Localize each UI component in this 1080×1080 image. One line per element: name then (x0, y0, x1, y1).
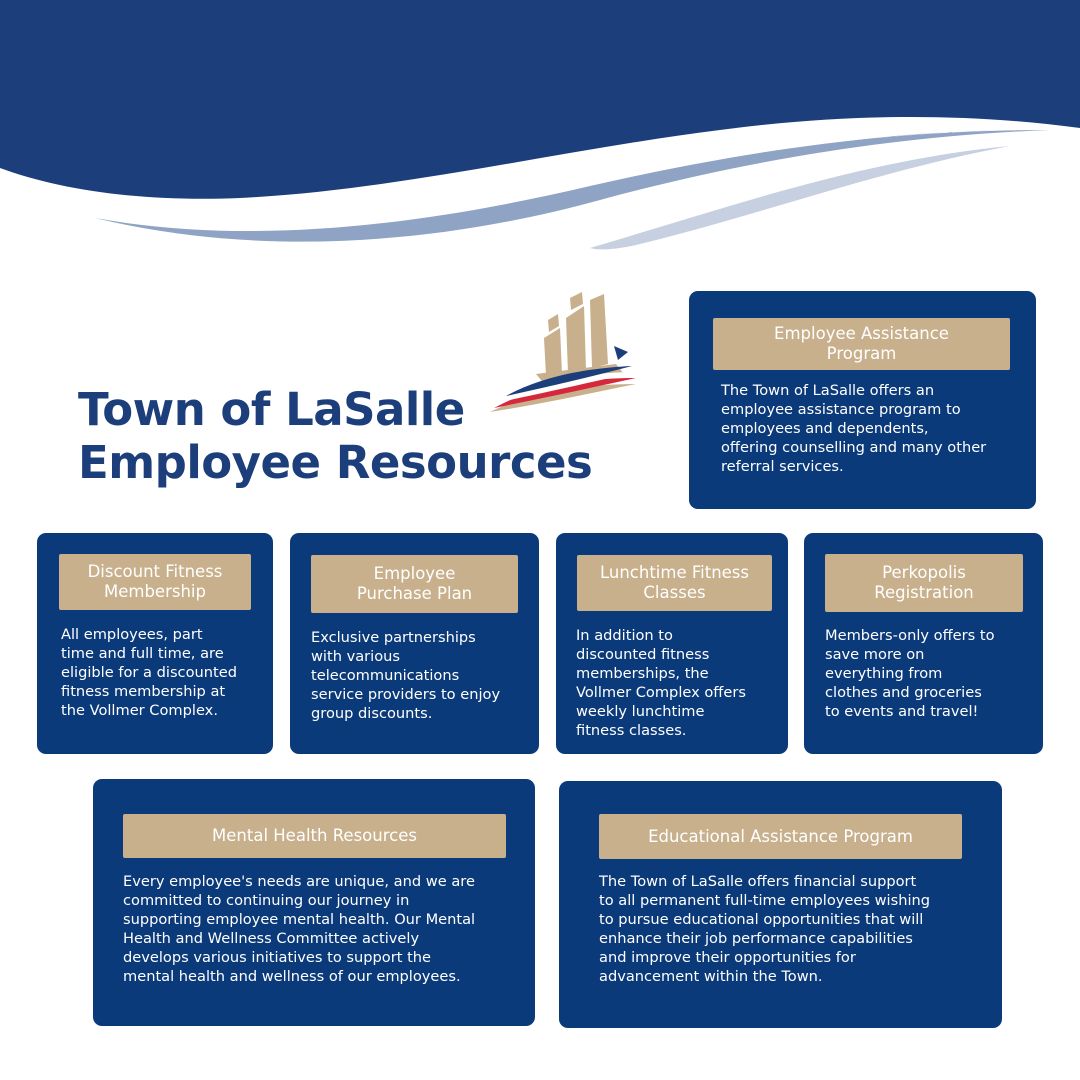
card-label: Lunchtime Fitness Classes (577, 555, 772, 611)
card-description: Every employee's needs are unique, and we are committed to continuing our journey in supporting employee mental health. Our Mental Health and Wellness Committee actively develops various initiatives to support the mental health and wellness of our employees. (123, 873, 476, 985)
card-employee-purchase-plan (290, 533, 539, 754)
card-label: Employee Assistance Program (713, 318, 1010, 370)
card-discount-fitness-membership (37, 533, 273, 754)
card-label: Perkopolis Registration (825, 554, 1023, 612)
card-description: The Town of LaSalle offers financial support to all permanent full-time employees wishing to pursue educational opportunities that will enhance their job performance capabilities and improve their opportunities for advancement within the Town. (599, 873, 931, 985)
card-educational-assistance-program (559, 781, 1002, 1028)
ship-logo-icon (486, 290, 642, 426)
card-label: Educational Assistance Program (599, 814, 962, 859)
title-line-1: Town of LaSalle (78, 383, 465, 436)
card-description: In addition to discounted fitness memberships, the Vollmer Complex offers weekly lunchtime fitness classes. (576, 627, 746, 739)
card-description: All employees, part time and full time, are eligible for a discounted fitness membership at the Vollmer Complex. (61, 626, 237, 719)
card-description: Members-only offers to save more on everything from clothes and groceries to events and travel! (825, 627, 995, 720)
card-label: Mental Health Resources (123, 814, 506, 858)
card-employee-assistance-program (689, 291, 1036, 509)
card-label: Discount Fitness Membership (59, 554, 251, 610)
title-line-2: Employee Resources (78, 436, 593, 489)
card-mental-health-resources (93, 779, 535, 1026)
card-lunchtime-fitness-classes (556, 533, 788, 754)
card-label: Employee Purchase Plan (311, 555, 518, 613)
card-perkopolis-registration (804, 533, 1043, 754)
card-description: The Town of LaSalle offers an employee assistance program to employees and dependents, offering counselling and many other referral services. (721, 382, 987, 475)
card-description: Exclusive partnerships with various telecommunications service providers to enjoy group discounts. (311, 629, 501, 722)
header-wave (0, 0, 1080, 270)
